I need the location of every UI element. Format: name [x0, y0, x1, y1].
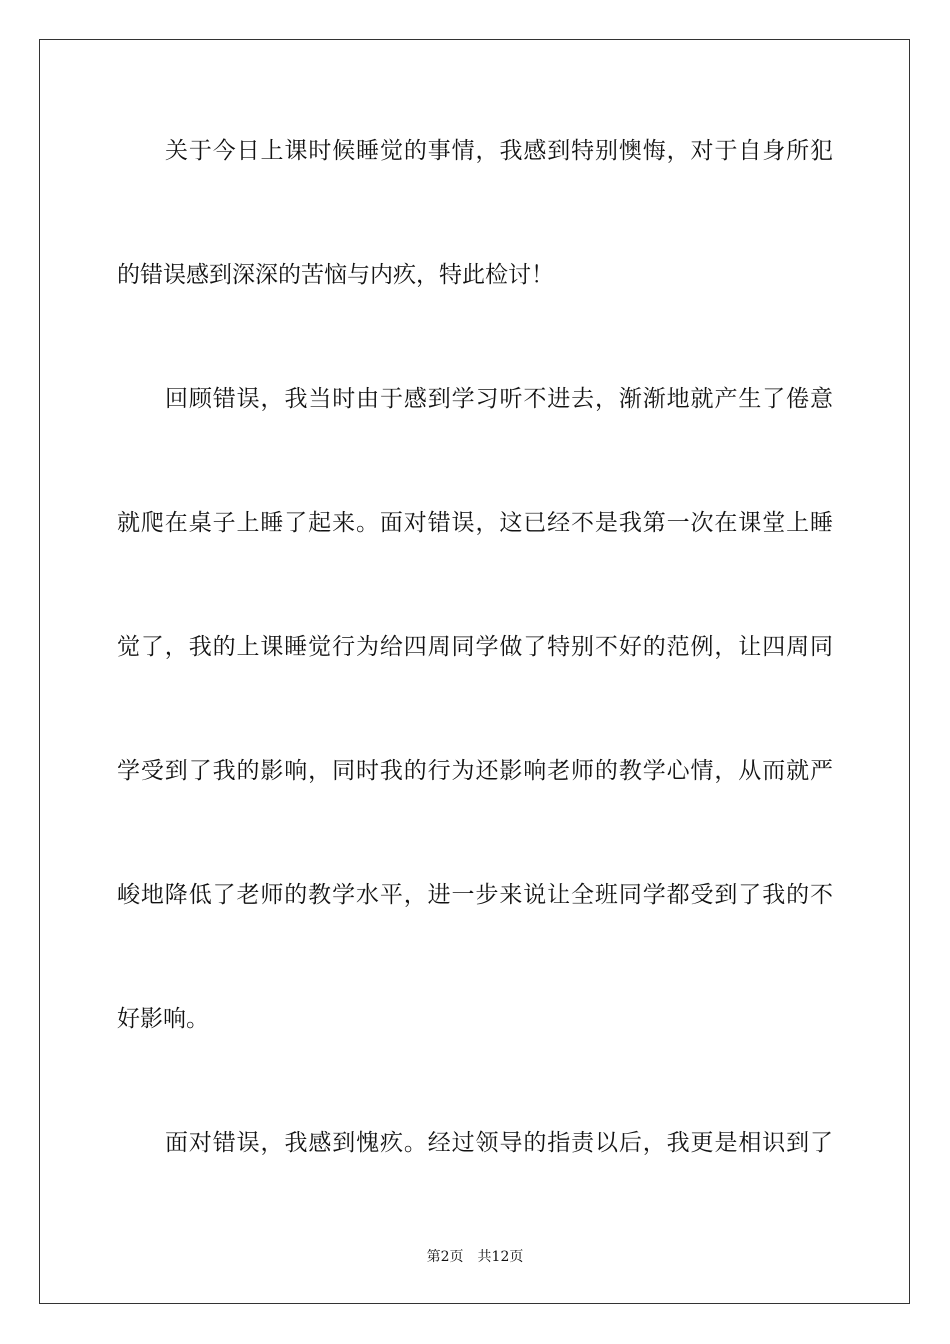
paragraph-2-line-6: 好影响。	[117, 1006, 209, 1032]
paragraph-3-line-1: 面对错误，我感到愧疚。经过领导的指责以后，我更是相识到了	[165, 1130, 833, 1156]
page-border	[39, 39, 910, 1304]
paragraph-2-line-5: 峻地降低了老师的教学水平，进一步来说让全班同学都受到了我的不	[117, 882, 833, 908]
paragraph-2-line-1: 回顾错误，我当时由于感到学习听不进去，渐渐地就产生了倦意	[165, 386, 833, 412]
paragraph-2-line-2: 就爬在桌子上睡了起来。面对错误，这已经不是我第一次在课堂上睡	[117, 510, 833, 536]
page-number: 第2页	[426, 1249, 464, 1265]
page-footer	[0, 1247, 950, 1267]
paragraph-1-line-2: 的错误感到深深的苦恼与内疚，特此检讨！	[117, 262, 554, 288]
page-total: 共12页	[477, 1249, 524, 1265]
paragraph-2-line-3: 觉了，我的上课睡觉行为给四周同学做了特别不好的范例，让四周同	[117, 634, 833, 660]
paragraph-2-line-4: 学受到了我的影响，同时我的行为还影响老师的教学心情，从而就严	[117, 758, 833, 784]
paragraph-1-line-1: 关于今日上课时候睡觉的事情，我感到特别懊悔，对于自身所犯	[165, 138, 833, 164]
